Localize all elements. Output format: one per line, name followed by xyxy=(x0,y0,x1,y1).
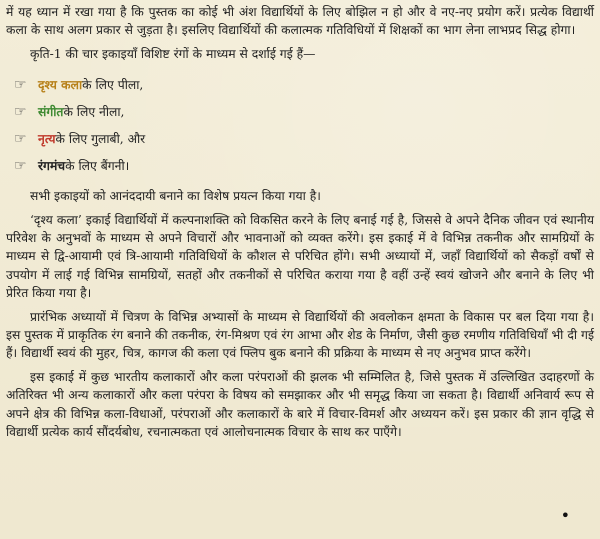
list-item-text: के लिए गुलाबी, और xyxy=(55,131,146,146)
unit-color-list xyxy=(6,71,594,179)
list-item xyxy=(14,125,594,152)
page-content xyxy=(6,3,594,442)
list-item-text: के लिए बैंगनी। xyxy=(65,158,130,173)
list-item-text: के लिए पीला, xyxy=(82,77,144,92)
pointing-hand-icon: ☞ xyxy=(14,103,27,120)
paragraph-intro: में यह ध्यान में रखा गया है कि पुस्तक का कोई भी अंश विद्यार्थियों के लिए बोझिल न हो और वे नए-नए प्रयोग करें। प्रत्येक विद्यार्थी कला के साथ अलग प्रकार से जुड़ता है। इसलिए विद्यार्थियों की कलात्मक गतिविधियों में शिक्षकों का भाग लेना लाभप्रद सिद्ध होगा। xyxy=(6,5,594,38)
page-mark: • xyxy=(560,506,570,525)
pointing-hand-icon: ☞ xyxy=(14,130,27,147)
list-item xyxy=(14,98,594,125)
list-item xyxy=(14,152,594,179)
list-item xyxy=(14,71,594,98)
list-item-text: के लिए नीला, xyxy=(63,104,125,119)
paragraph-visual-art: ‘दृश्य कला’ इकाई विद्यार्थियों में कल्पनाशक्ति को विकसित करने के लिए बनाई गई है, जिससे वे अपने दैनिक जीवन एवं स्थानीय परिवेश के अनुभवों के माध्यम से अपने विचारों और भावनाओं को व्यक्त करेंगे। इस इकाई में वे विभिन्न तकनीक और सामग्रियों के माध्यम से द्वि-आयामी एवं त्रि-आयामी गतिविधियों के कौशल से परिचित होंगे। सभी अध्यायों में, जहाँ विद्यार्थियों को सैकड़ों वर्षों से उपयोग में लाई गई विभिन्न सामग्रियों, सतहों और तकनीकों से परिचित कराया गया है वहीं उन्हें स्वयं खोजने और बनाने के लिए भी प्रेरित किया गया है। xyxy=(6,212,594,301)
pointing-hand-icon: ☞ xyxy=(14,76,27,93)
paragraph-indian-artists: इस इकाई में कुछ भारतीय कलाकारों और कला परंपराओं की झलक भी सम्मिलित है, जिसे पुस्तक में उल्लिखित उदाहरणों के अतिरिक्त भी अन्य कलाकारों और कला परंपरा के विषय को समझाकर और भी समृद्ध किया जा सकता है। विद्यार्थी अनिवार्य रूप से अपने क्षेत्र की विभिन्न कला-विधाओं, परंपराओं और कलाकारों के बारे में विचार-विमर्श और अध्ययन करें। इस प्रकार की ज्ञान वृद्धि से विद्यार्थी प्रत्येक कार्य सौंदर्यबोध, रचनात्मकता एवं आलोचनात्मक विचार के साथ कर पाएँगे। xyxy=(6,369,594,440)
paragraph-early-chapters: प्रारंभिक अध्यायों में चित्रण के विभिन्न अभ्यासों के माध्यम से विद्यार्थियों की अवलोकन क्षमता के विकास पर बल दिया गया है। इस पुस्तक में प्राकृतिक रंग बनाने की तकनीक, रंग-मिश्रण एवं रंग आभा और शेड के निर्माण, जैसी कुछ रमणीय गतिविधियाँ भी दी गई हैं। विद्यार्थी स्वयं की मुहर, चित्र, कागज की कला एवं फ्लिप बुक बनाने की प्रक्रिया के माध्यम से नए अनुभव प्राप्त करेंगे। xyxy=(6,309,594,361)
term-theatre: रंगमंच xyxy=(38,157,66,173)
term-music: संगीत xyxy=(38,103,64,119)
term-visual-art: दृश्य कला xyxy=(38,76,83,92)
pointing-hand-icon: ☞ xyxy=(14,157,27,174)
term-dance: नृत्य xyxy=(38,130,56,146)
paragraph-units-colors: कृति-1 की चार इकाइयाँ विशिष्ट रंगों के माध्यम से दर्शाई गई हैं— xyxy=(30,46,316,61)
paragraph-joyful: सभी इकाइयों को आनंददायी बनाने का विशेष प्रयत्न किया गया है। xyxy=(30,189,321,204)
